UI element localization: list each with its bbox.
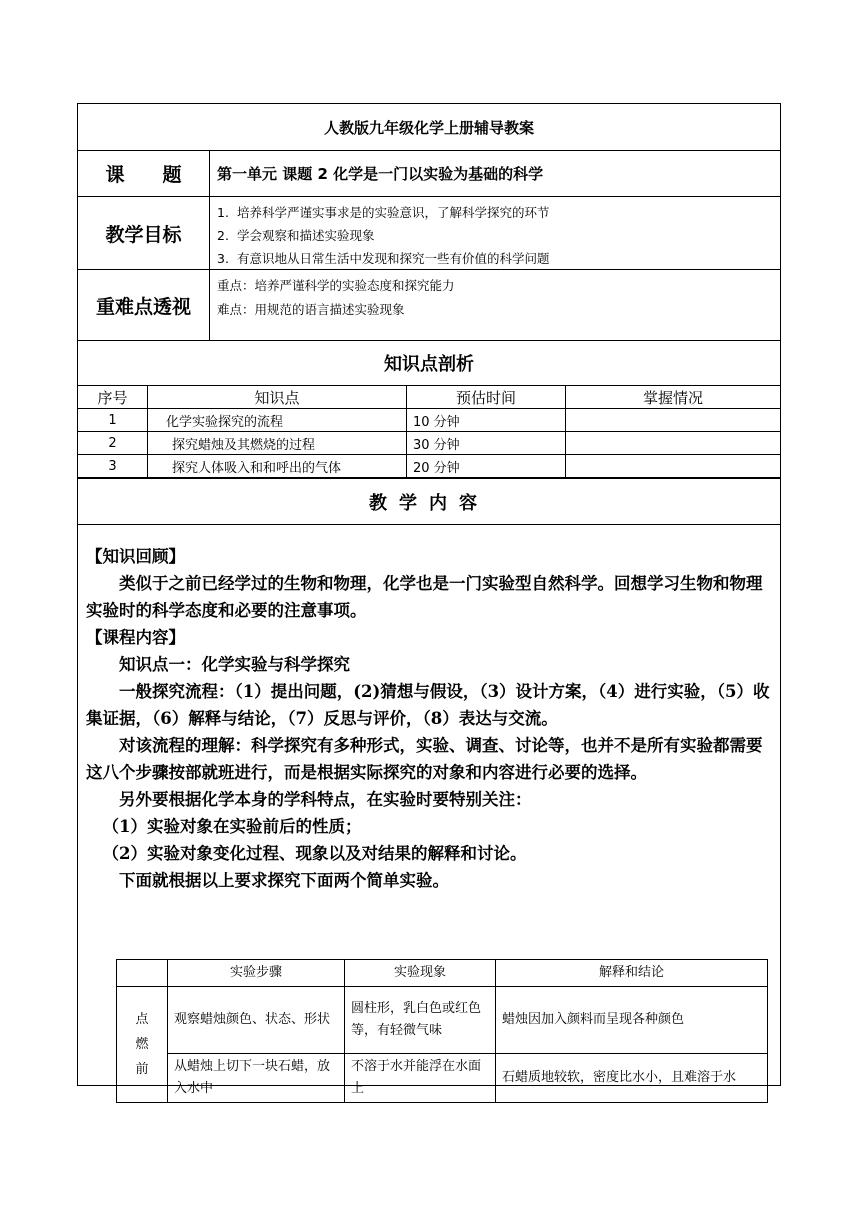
table-row [78,432,780,455]
extra-text: 另外要根据化学本身的学科特点，在实验时要特别关注： [119,790,532,809]
exp-col-header-phenomenon: 实验现象 [345,960,496,987]
goals-row [78,197,780,270]
table-row [117,1054,768,1103]
row-no: 2 [78,432,148,455]
course-heading: 【课程内容】 [86,628,185,647]
goals-label: 教学目标 [78,197,210,269]
knowledge-table [78,386,780,478]
knowledge-table-wrap [78,386,780,479]
row-no: 1 [78,409,148,432]
key-points-row [78,270,780,341]
exp-col-header-conclusion: 解释和结论 [496,960,768,987]
col-header-no: 序号 [78,386,148,409]
review-heading: 【知识回顾】 [86,547,185,566]
table-header-row [78,386,780,409]
key-points-label: 重难点透视 [78,270,210,340]
lesson-plan-page [77,103,781,1096]
key-points-value [210,270,780,340]
row-point: 探究蜡烛及其燃烧的过程 [148,432,407,455]
row-mastery [566,432,781,455]
row-mastery [566,455,781,478]
row-time: 20 分钟 [407,455,566,478]
experiment-header-row [117,960,768,987]
table-row [78,455,780,478]
stage-label: 点 燃 前 [117,987,168,1103]
col-header-time: 预估时间 [407,386,566,409]
subject-value: 第一单元 课题 2 化学是一门以实验为基础的科学 [217,165,544,183]
key-point-line: 重点：培养严谨科学的实验态度和探究能力 [217,278,455,293]
exp-phenomenon: 不溶于水并能浮在水面上 [345,1054,496,1103]
row-time: 10 分钟 [407,409,566,432]
note-1: （1）实验对象在实验前后的性质； [102,817,362,836]
exp-col-header-blank [117,960,168,987]
experiment-table [116,959,768,1103]
note-2: （2）实验对象变化过程、现象以及对结果的解释和讨论。 [102,844,527,863]
goals-list [217,201,773,270]
goals-value [210,197,780,269]
lead-text: 下面就根据以上要求探究下面两个简单实验。 [119,871,449,890]
knowledge-section-title: 知识点剖析 [78,341,780,386]
point1-title: 知识点一：化学实验与科学探究 [119,655,350,674]
row-point: 探究人体吸入和和呼出的气体 [148,455,407,478]
subject-label: 课 题 [78,151,210,196]
exp-col-header-step: 实验步骤 [168,960,345,987]
row-no: 3 [78,455,148,478]
row-mastery [566,409,781,432]
difficulty-line: 难点：用规范的语言描述实验现象 [217,302,405,317]
row-time: 30 分钟 [407,432,566,455]
exp-conclusion: 石蜡质地较软，密度比水小，且难溶于水 [496,1054,768,1103]
goal-item: 2. 学会观察和描述实验现象 [217,228,375,243]
exp-step: 从蜡烛上切下一块石蜡，放入水中 [168,1054,345,1103]
subject-row [78,151,780,197]
goal-item: 3. 有意识地从日常生活中发现和探究一些有价值的科学问题 [217,251,550,266]
understanding-text: 对该流程的理解：科学探究有多种形式，实验、调查、讨论等，也并不是所有实验都需要这八个步骤按部就班进行，而是根据实际探究的对象和内容进行必要的选择。 [86,736,763,782]
document-title: 人教版九年级化学上册辅导教案 [78,104,780,151]
table-row [78,409,780,432]
col-header-mastery: 掌握情况 [566,386,781,409]
goal-item: 1. 培养科学严谨实事求是的实验意识，了解科学探究的环节 [217,205,550,220]
content-body [78,525,780,1096]
table-row [117,987,768,1054]
exp-phenomenon: 圆柱形，乳白色或红色等，有轻微气味 [345,987,496,1054]
review-text: 类似于之前已经学过的生物和物理，化学也是一门实验型自然科学。回想学习生物和物理实验时的科学态度和必要的注意事项。 [86,574,763,620]
row-point: 化学实验探究的流程 [148,409,407,432]
exp-conclusion: 蜡烛因加入颜料而呈现各种颜色 [496,987,768,1054]
content-section-title: 教学内容 [78,479,780,525]
flow-text: 一般探究流程：（1）提出问题，(2)猜想与假设，（3）设计方案，（4）进行实验，（5）收集证据，（6）解释与结论，（7）反思与评价，（8）表达与交流。 [86,682,770,728]
exp-step: 观察蜡烛颜色、状态、形状 [168,987,345,1054]
col-header-point: 知识点 [148,386,407,409]
lesson-plan-table [77,103,781,1096]
